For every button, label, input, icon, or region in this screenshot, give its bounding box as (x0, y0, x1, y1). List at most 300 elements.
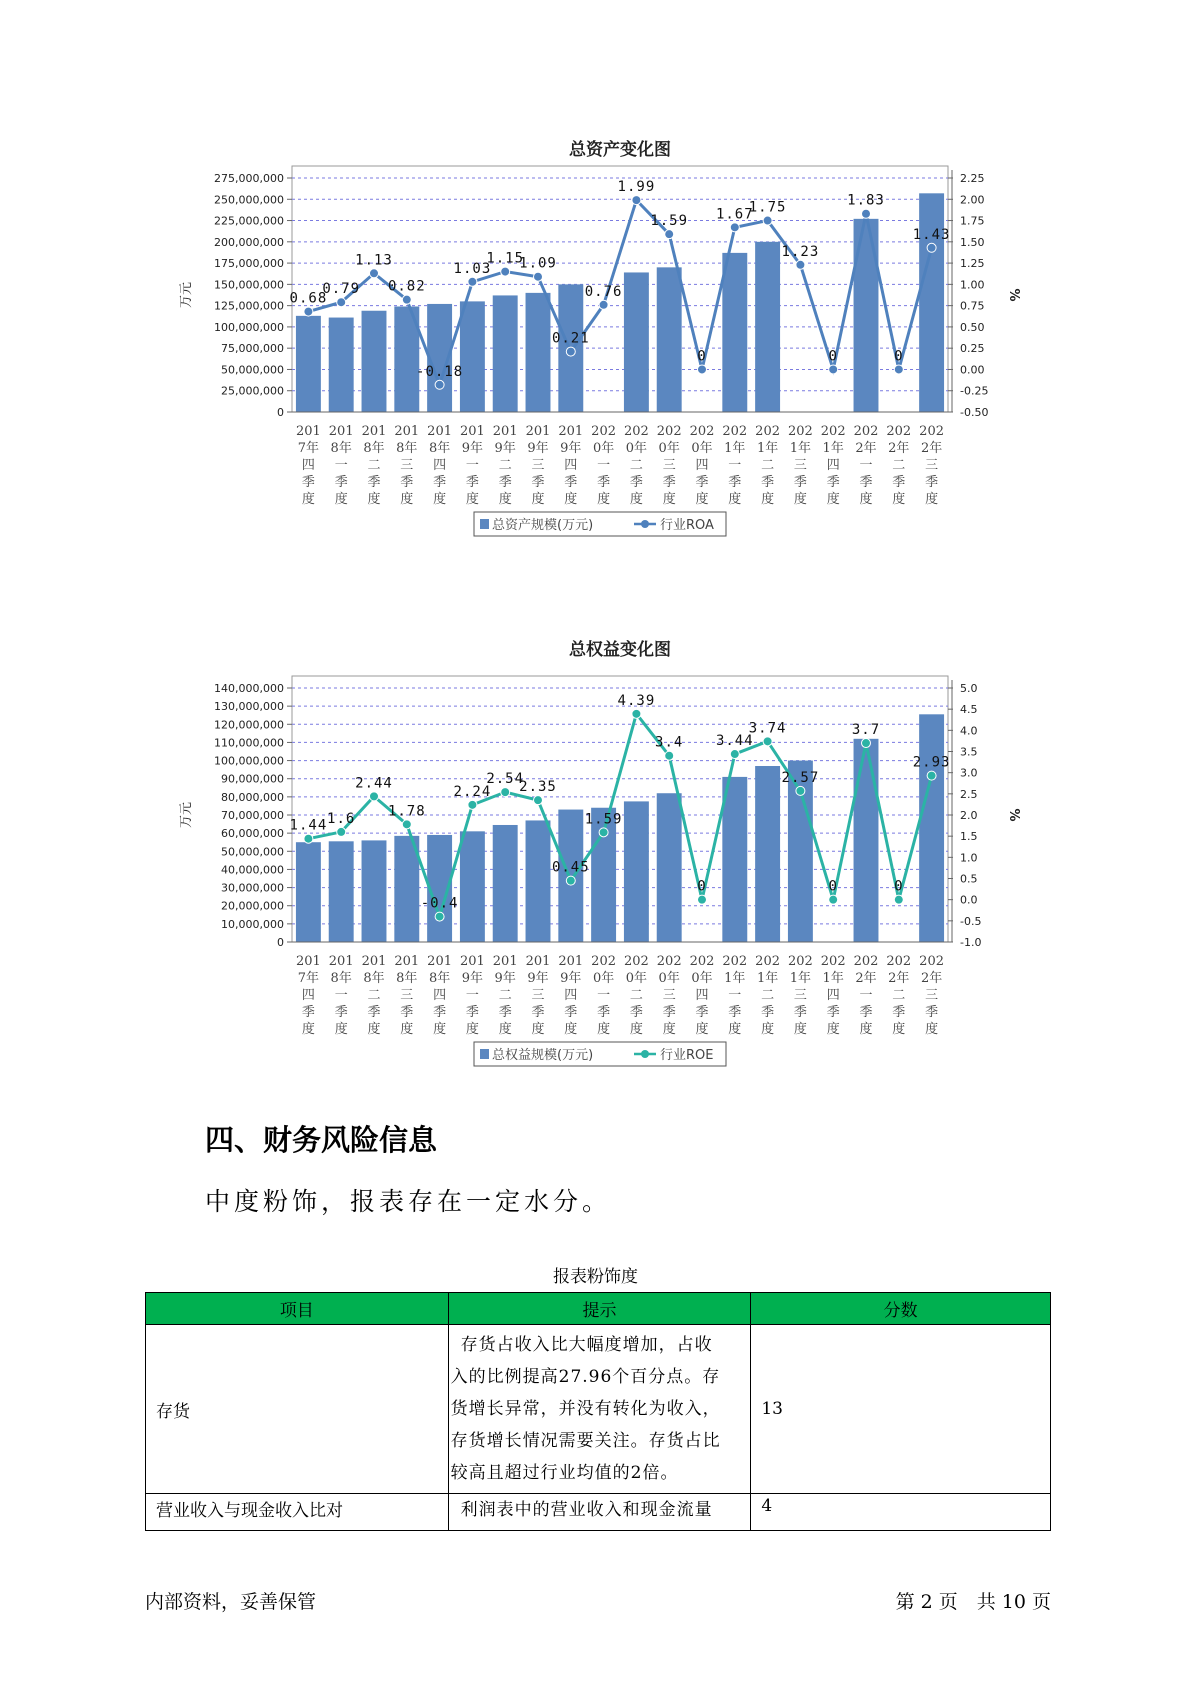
y-tick-label: 125,000,000 (214, 299, 284, 313)
data-label: 0.68 (289, 290, 328, 307)
x-tick-label: 度 (793, 1022, 807, 1037)
x-tick-label: 季 (433, 475, 447, 490)
x-tick-label: 0年 (592, 441, 615, 456)
bar (362, 311, 387, 412)
data-label: 0 (894, 348, 904, 365)
x-tick-label: 度 (925, 492, 939, 507)
x-tick-label: 四 (564, 988, 578, 1003)
x-tick-label: 202 (722, 954, 748, 969)
bar (722, 777, 747, 942)
bar (526, 820, 551, 942)
x-tick-label: 202 (623, 954, 649, 969)
y-tick-label: 120,000,000 (214, 718, 284, 732)
total-assets-chart (0, 130, 1191, 590)
y-tick-label: 110,000,000 (214, 736, 284, 750)
y2-tick-label: 2.5 (960, 787, 978, 801)
x-tick-label: 1年 (789, 971, 812, 986)
x-tick-label: 季 (597, 1005, 611, 1020)
x-tick-label: 度 (662, 1022, 676, 1037)
x-tick-label: 201 (525, 424, 551, 439)
data-label: 1.15 (486, 250, 525, 267)
legend-line-marker (641, 520, 649, 528)
x-tick-label: 0年 (625, 441, 648, 456)
x-tick-label: 四 (433, 458, 447, 473)
x-tick-label: 201 (295, 424, 321, 439)
y2-tick-label: 4.0 (960, 724, 978, 738)
y-tick-label: 140,000,000 (214, 682, 284, 695)
x-tick-label: 202 (787, 424, 813, 439)
x-tick-label: 度 (826, 1022, 840, 1037)
line-point (501, 267, 510, 276)
data-label: 1.78 (387, 803, 426, 820)
data-label: 3.74 (748, 720, 787, 737)
line-point (862, 739, 871, 748)
x-tick-label: 2年 (888, 971, 910, 986)
x-tick-label: 二 (367, 458, 381, 473)
bar (624, 801, 649, 942)
x-tick-label: 1年 (756, 971, 779, 986)
x-tick-label: 9年 (461, 971, 484, 986)
x-tick-label: 201 (328, 954, 354, 969)
y-tick-label: 40,000,000 (221, 863, 284, 877)
x-tick-label: 度 (892, 1022, 906, 1037)
table-row (146, 1325, 1051, 1494)
data-label: 1.03 (453, 260, 492, 277)
x-tick-label: 202 (919, 424, 945, 439)
y2-tick-label: 1.5 (960, 830, 978, 844)
x-tick-label: 度 (728, 1022, 742, 1037)
data-label: 1.23 (781, 243, 820, 260)
x-tick-label: 8年 (363, 971, 385, 986)
x-tick-label: 度 (531, 1022, 545, 1037)
x-tick-label: 季 (793, 1005, 807, 1020)
bar (329, 841, 354, 942)
data-label: 1.59 (584, 811, 623, 828)
bar (854, 739, 879, 942)
data-label: 0.76 (584, 283, 623, 300)
hint-line: 入的比例提高27.96个百分点。存 (450, 1367, 721, 1387)
line-point (370, 792, 379, 801)
x-tick-label: 202 (656, 424, 682, 439)
data-label: 1.43 (912, 226, 951, 243)
header-score: 分数 (751, 1293, 1051, 1325)
y-tick-label: 50,000,000 (221, 845, 284, 859)
x-tick-label: 0年 (691, 441, 713, 456)
x-tick-label: 201 (295, 954, 321, 969)
y2-tick-label: 2.25 (960, 172, 985, 185)
line-point (796, 260, 805, 269)
line-point (304, 307, 313, 316)
x-tick-label: 季 (531, 1005, 545, 1020)
y-tick-label: 70,000,000 (221, 809, 284, 822)
header-hint: 提示 (448, 1293, 751, 1325)
line-point (730, 750, 739, 759)
y-tick-label: 90,000,000 (221, 772, 284, 786)
x-tick-label: 四 (433, 988, 447, 1003)
y2-tick-label: 0.50 (960, 320, 985, 334)
x-tick-label: 季 (728, 1005, 742, 1020)
x-tick-label: 二 (761, 988, 775, 1003)
x-tick-label: 8年 (428, 441, 451, 456)
x-tick-label: 度 (367, 492, 381, 507)
line-point (566, 876, 575, 885)
legend-bar-swatch (480, 1049, 489, 1059)
x-tick-label: 201 (427, 954, 453, 969)
x-tick-label: 201 (525, 954, 551, 969)
x-tick-label: 季 (531, 475, 545, 490)
line-point (763, 737, 772, 746)
x-tick-label: 8年 (330, 971, 352, 986)
y2-tick-label: 1.75 (960, 214, 985, 228)
y-tick-label: 0 (277, 936, 284, 949)
x-tick-label: 三 (793, 458, 807, 473)
data-label: 0.45 (551, 859, 590, 876)
x-tick-label: 2年 (920, 441, 943, 456)
line-point (599, 300, 608, 309)
x-tick-label: 四 (695, 458, 709, 473)
x-tick-label: 8年 (330, 441, 352, 456)
bar (624, 272, 649, 412)
x-tick-label: 0年 (691, 971, 713, 986)
x-tick-label: 201 (361, 424, 387, 439)
x-tick-label: 季 (465, 475, 479, 490)
y2-tick-label: 1.25 (960, 257, 985, 271)
line-point (402, 820, 411, 829)
line-point (304, 834, 313, 843)
bar (722, 253, 747, 412)
x-tick-label: 二 (892, 458, 906, 473)
x-tick-label: 0年 (658, 971, 680, 986)
x-tick-label: 季 (367, 475, 381, 490)
x-tick-label: 度 (433, 1022, 447, 1037)
x-tick-label: 度 (531, 492, 545, 507)
line-point (730, 223, 739, 232)
x-tick-label: 季 (662, 475, 676, 490)
x-tick-label: 度 (728, 492, 742, 507)
x-tick-label: 202 (886, 424, 912, 439)
bar (362, 840, 387, 942)
x-tick-label: 度 (859, 492, 873, 507)
y-tick-label: 130,000,000 (214, 700, 284, 714)
x-tick-label: 7年 (297, 441, 320, 456)
bar (755, 766, 780, 942)
y-tick-label: 10,000,000 (221, 917, 284, 931)
chart-title: 总权益变化图 (569, 640, 671, 660)
x-tick-label: 季 (728, 475, 742, 490)
data-label: 2.44 (355, 775, 393, 792)
header-item: 项目 (146, 1293, 449, 1325)
x-tick-label: 202 (689, 424, 715, 439)
data-label: 1.44 (289, 817, 328, 834)
x-tick-label: 度 (564, 492, 578, 507)
x-tick-label: 1年 (822, 441, 844, 456)
y2-tick-label: 0.75 (960, 299, 985, 313)
line-point (665, 230, 674, 239)
y-tick-label: 60,000,000 (221, 827, 284, 841)
footer-page-number: 第 2 页 共 10 页 (895, 1591, 1051, 1613)
line-point (599, 828, 608, 837)
data-label: 1.75 (748, 199, 787, 216)
x-tick-label: 一 (465, 458, 479, 473)
legend-bar-label: 总资产规模(万元) (492, 518, 594, 533)
x-tick-label: 8年 (363, 441, 385, 456)
line-point (468, 277, 477, 286)
x-tick-label: 202 (591, 424, 617, 439)
y-tick-label: 100,000,000 (214, 754, 284, 768)
x-tick-label: 8年 (428, 971, 451, 986)
data-label: 4.39 (617, 692, 656, 709)
x-tick-label: 9年 (461, 441, 484, 456)
x-tick-label: 季 (367, 1005, 381, 1020)
y-tick-label: 75,000,000 (221, 342, 284, 356)
y-axis-label: 万元 (179, 801, 194, 829)
y-tick-label: 100,000,000 (214, 320, 284, 334)
row-score: 4 (751, 1494, 1051, 1531)
y-axis-label: 万元 (179, 281, 194, 309)
x-tick-label: 9年 (527, 971, 549, 986)
table-caption: 报表粉饰度 (553, 1267, 638, 1287)
data-label: 3.44 (715, 733, 754, 750)
y2-tick-label: 1.00 (960, 278, 985, 292)
x-tick-label: 季 (400, 1005, 414, 1020)
data-label: 2.54 (486, 771, 525, 788)
y2-tick-label: 3.0 (960, 766, 978, 780)
x-tick-label: 二 (498, 458, 512, 473)
x-tick-label: 季 (662, 1005, 676, 1020)
chart-title: 总资产变化图 (569, 140, 671, 160)
line-point (927, 243, 936, 252)
x-tick-label: 季 (597, 475, 611, 490)
data-label: 2.24 (453, 783, 492, 800)
total-equity-chart (0, 630, 1191, 1100)
data-label: 0 (828, 878, 838, 895)
y2-tick-label: 2.0 (960, 809, 978, 822)
bar (296, 316, 321, 412)
x-tick-label: 季 (761, 1005, 775, 1020)
bar (460, 301, 485, 412)
data-label: 0 (828, 348, 838, 365)
x-tick-label: 季 (925, 1005, 939, 1020)
table-header-row (146, 1293, 1051, 1325)
x-tick-label: 度 (400, 1022, 414, 1037)
x-tick-label: 202 (755, 954, 781, 969)
data-label: 1.99 (617, 179, 656, 196)
x-tick-label: 季 (826, 475, 840, 490)
x-tick-label: 202 (853, 954, 879, 969)
x-tick-label: 2年 (888, 441, 910, 456)
y-tick-label: 275,000,000 (214, 172, 284, 185)
x-tick-label: 9年 (527, 441, 549, 456)
y2-tick-label: -0.25 (960, 384, 989, 398)
legend-bar-label: 总权益规模(万元) (492, 1048, 594, 1063)
bar (296, 842, 321, 942)
y2-tick-label: 2.00 (960, 193, 985, 207)
data-label: 0 (697, 878, 707, 895)
x-tick-label: 201 (492, 954, 518, 969)
x-tick-label: 1年 (822, 971, 844, 986)
y2-tick-label: 0.25 (960, 342, 985, 356)
row-hint (448, 1325, 751, 1494)
x-tick-label: 度 (334, 492, 348, 507)
x-tick-label: 季 (400, 475, 414, 490)
hint-line: 存货增长情况需要关注。存货占比 (450, 1431, 721, 1451)
x-tick-label: 202 (656, 954, 682, 969)
x-tick-label: 202 (787, 954, 813, 969)
x-tick-label: 9年 (560, 971, 582, 986)
line-point (468, 800, 477, 809)
x-tick-label: 度 (629, 1022, 643, 1037)
x-tick-label: 度 (695, 1022, 709, 1037)
x-tick-label: 度 (892, 492, 906, 507)
x-tick-label: 度 (498, 1022, 512, 1037)
x-tick-label: 1年 (724, 441, 746, 456)
x-tick-label: 三 (925, 458, 939, 473)
x-tick-label: 一 (859, 458, 873, 473)
line-point (337, 298, 346, 307)
x-tick-label: 1年 (756, 441, 779, 456)
x-tick-label: 三 (400, 988, 414, 1003)
x-tick-label: 7年 (297, 971, 320, 986)
x-tick-label: 四 (301, 988, 315, 1003)
x-tick-label: 2年 (855, 441, 877, 456)
y-tick-label: 0 (277, 406, 284, 419)
line-point (829, 365, 838, 374)
bar (657, 793, 682, 942)
line-point (698, 895, 707, 904)
x-tick-label: 一 (334, 458, 348, 473)
legend-bar-swatch (480, 519, 489, 529)
line-point (402, 295, 411, 304)
x-tick-label: 度 (761, 492, 775, 507)
bar (329, 318, 354, 412)
x-tick-label: 二 (629, 458, 643, 473)
x-tick-label: 季 (498, 1005, 512, 1020)
row-item: 营业收入与现金收入比对 (146, 1494, 449, 1531)
line-point (927, 771, 936, 780)
x-tick-label: 二 (367, 988, 381, 1003)
x-tick-label: 0年 (592, 971, 615, 986)
data-label: 3.4 (655, 734, 684, 751)
data-label: 1.09 (519, 255, 557, 272)
x-tick-label: 三 (925, 988, 939, 1003)
line-point (435, 912, 444, 921)
x-tick-label: 季 (892, 475, 906, 490)
x-tick-label: 度 (465, 1022, 479, 1037)
x-tick-label: 202 (689, 954, 715, 969)
y2-tick-label: 0.0 (960, 893, 978, 907)
x-tick-label: 202 (722, 424, 748, 439)
line-point (796, 786, 805, 795)
line-point (763, 216, 772, 225)
risk-table (145, 1292, 1051, 1531)
line-point (534, 272, 543, 281)
data-label: 1.67 (715, 206, 754, 223)
x-tick-label: 202 (591, 954, 617, 969)
x-tick-label: 季 (793, 475, 807, 490)
x-tick-label: 季 (629, 475, 643, 490)
x-tick-label: 201 (558, 424, 584, 439)
x-tick-label: 0年 (658, 441, 680, 456)
line-point (894, 365, 903, 374)
x-tick-label: 202 (755, 424, 781, 439)
row-item: 存货 (146, 1325, 449, 1494)
legend-line-marker (641, 1050, 649, 1058)
y-tick-label: 225,000,000 (214, 214, 284, 228)
x-tick-label: 2年 (920, 971, 943, 986)
x-tick-label: 度 (761, 1022, 775, 1037)
y-tick-label: 250,000,000 (214, 193, 284, 207)
x-tick-label: 一 (728, 988, 742, 1003)
y2-tick-label: -0.5 (960, 914, 982, 928)
hint-line: 货增长异常，并没有转化为收入， (450, 1399, 721, 1419)
x-tick-label: 二 (629, 988, 643, 1003)
y-tick-label: 20,000,000 (221, 899, 284, 913)
bar (657, 267, 682, 412)
data-label: 0.79 (322, 281, 361, 298)
x-tick-label: 一 (334, 988, 348, 1003)
x-tick-label: 二 (892, 988, 906, 1003)
x-tick-label: 季 (301, 475, 315, 490)
y2-tick-label: 1.0 (960, 851, 978, 865)
y2-tick-label: 4.5 (960, 703, 978, 717)
x-tick-label: 季 (629, 1005, 643, 1020)
y2-tick-label: 1.50 (960, 235, 985, 249)
x-tick-label: 季 (334, 475, 348, 490)
line-point (501, 788, 510, 797)
x-tick-label: 二 (761, 458, 775, 473)
x-tick-label: 季 (859, 475, 873, 490)
bar (919, 714, 944, 942)
y2-tick-label: 0.5 (960, 872, 978, 886)
y-tick-label: 50,000,000 (221, 363, 284, 377)
x-tick-label: 季 (892, 1005, 906, 1020)
data-label: 1.13 (355, 252, 393, 269)
x-tick-label: 度 (334, 1022, 348, 1037)
data-label: 2.35 (519, 779, 557, 796)
x-tick-label: 度 (564, 1022, 578, 1037)
x-tick-label: 8年 (396, 971, 418, 986)
x-tick-label: 202 (919, 954, 945, 969)
x-tick-label: 三 (531, 458, 545, 473)
x-tick-label: 201 (427, 424, 453, 439)
line-point (566, 347, 575, 356)
x-tick-label: 202 (820, 424, 846, 439)
line-point (829, 895, 838, 904)
x-tick-label: 度 (301, 492, 315, 507)
y2-tick-label: -1.0 (960, 936, 982, 949)
x-tick-label: 0年 (625, 971, 648, 986)
section-summary: 中度粉饰，报表存在一定水分。 (205, 1187, 612, 1216)
x-tick-label: 三 (793, 988, 807, 1003)
x-tick-label: 三 (531, 988, 545, 1003)
line-point (370, 269, 379, 278)
x-tick-label: 一 (597, 988, 611, 1003)
row-hint (448, 1494, 751, 1531)
x-tick-label: 度 (695, 492, 709, 507)
y2-axis-label: % (1006, 808, 1021, 822)
x-tick-label: 度 (662, 492, 676, 507)
hint-line: 较高且超过行业均值的2倍。 (450, 1463, 679, 1483)
x-tick-label: 四 (826, 988, 840, 1003)
line-point (632, 709, 641, 718)
section-heading: 四、财务风险信息 (205, 1123, 438, 1157)
y-tick-label: 30,000,000 (221, 881, 284, 895)
data-label: 2.57 (781, 769, 820, 786)
x-tick-label: 季 (925, 475, 939, 490)
x-tick-label: 度 (301, 1022, 315, 1037)
row-score: 13 (751, 1325, 1051, 1494)
x-tick-label: 202 (886, 954, 912, 969)
